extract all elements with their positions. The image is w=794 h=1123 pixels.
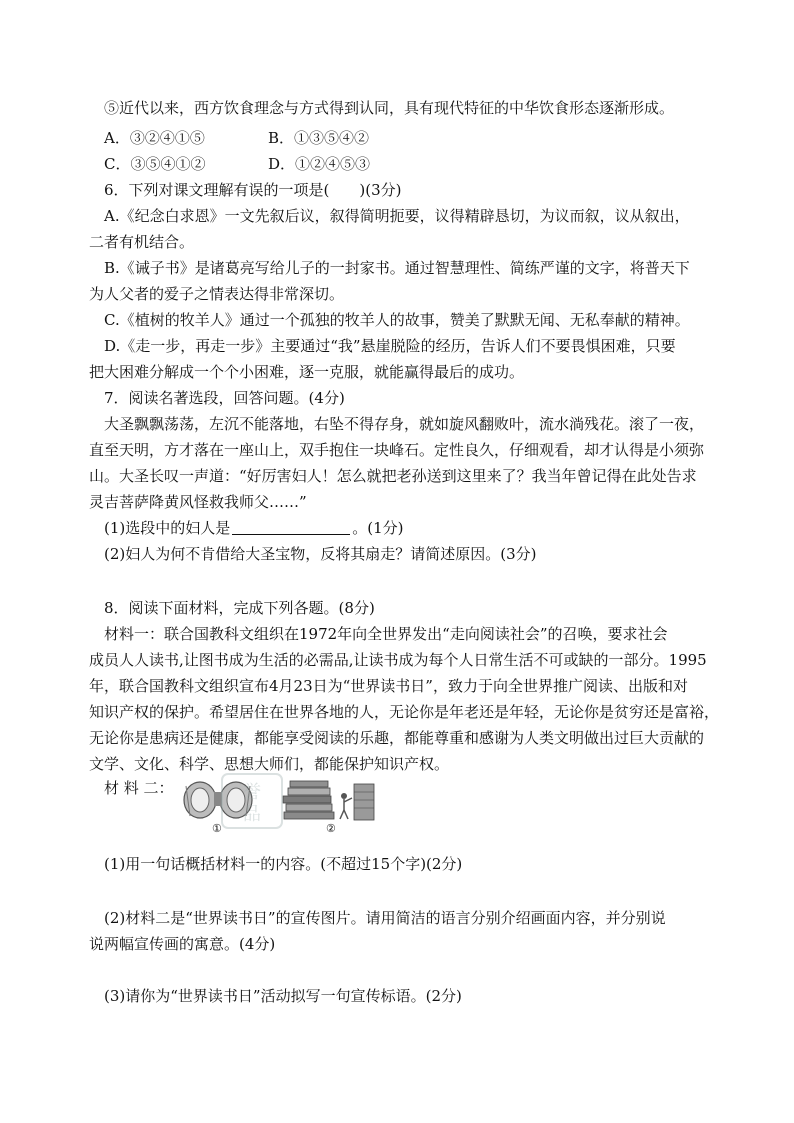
q8-sub2-line1: (2)材料二是“世界读书日”的宣传图片。请用简洁的语言分别介绍画面内容，并分别说 <box>104 909 666 927</box>
q6-option-d-line2: 把大困难分解成一个个小困难，逐一克服，就能赢得最后的成功。 <box>89 363 525 381</box>
q8-material1-line4: 知识产权的保护。希望居住在世界各地的人，无论你是年老还是年轻，无论你是贫穷还是富裕， <box>89 703 720 721</box>
question-7: 7．阅读名著选段，回答问题。(4分) <box>104 389 345 407</box>
option-c: C．③⑤④①② <box>104 155 206 173</box>
q7-passage-line3: 山。大圣长叹一声道：“好厉害妇人！怎么就把老孙送到这里来了？我当年曾记得在此处告求 <box>89 467 697 485</box>
question-8: 8．阅读下面材料，完成下列各题。(8分) <box>104 599 375 617</box>
q8-sub2-line2: 说两幅宣传画的寓意。(4分) <box>89 935 276 953</box>
q8-sub3: (3)请你为“世界读书日”活动拟写一句宣传标语。(2分) <box>104 987 462 1005</box>
option-d: D．①②④⑤③ <box>268 155 371 173</box>
picture-2-number: ② <box>326 822 336 835</box>
answer-blank[interactable] <box>232 518 350 535</box>
q7-passage-line4: 灵吉菩萨降黄风怪救我师父……” <box>89 493 307 511</box>
q8-material1-line5: 无论你是患病还是健康，都能享受阅读的乐趣，都能尊重和感谢为人类文明做出过巨大贡献的 <box>89 729 705 747</box>
q8-sub1: (1)用一句话概括材料一的内容。(不超过15个字)(2分) <box>104 855 463 873</box>
q7-sub1-score: 。(1分) <box>352 519 404 537</box>
q7-sub1-text: (1)选段中的妇人是 <box>104 519 231 537</box>
picture-1-number: ① <box>212 822 222 835</box>
watermark-seal <box>220 772 284 830</box>
options-row-cd <box>104 154 370 174</box>
q6-option-b-line1: B.《诫子书》是诸葛亮写给儿子的一封家书。通过智慧理性、简练严谨的文字，将普天下 <box>104 259 690 277</box>
q6-option-c: C.《植树的牧羊人》通过一个孤独的牧羊人的故事，赞美了默默无闻、无私奉献的精神。 <box>104 311 690 329</box>
q8-material1-line2: 成员人人读书,让图书成为生活的必需品,让读书成为每个人日常生活不可或缺的一部分。1995 <box>89 651 707 669</box>
book-stack-image <box>280 778 376 822</box>
q6-option-d-line1: D.《走一步，再走一步》主要通过“我”悬崖脱险的经历，告诉人们不要畏惧困难，只要 <box>104 337 676 355</box>
option-a: A．③②④①⑤ <box>104 129 205 147</box>
sentence-5: ⑤近代以来，西方饮食理念与方式得到认同，具有现代特征的中华饮食形态逐渐形成。 <box>104 99 675 117</box>
q7-passage-line2: 直至天明，方才落在一座山上，双手抱住一块峰石。定性良久，仔细观看，却才认得是小须弥 <box>89 441 705 459</box>
material2-area <box>104 772 404 836</box>
q6-option-b-line2: 为人父者的爱子之情表达得非常深切。 <box>89 285 345 303</box>
question-6: 6．下列对课文理解有误的一项是( )(3分) <box>104 181 402 199</box>
material2-label: 材 料 二： <box>104 779 174 797</box>
q8-material1-line6: 文学、文化、科学、思想大师们，都能保护知识产权。 <box>89 755 450 773</box>
q6-option-a-line1: A.《纪念白求恩》一文先叙后议，叙得简明扼要，议得精辟恳切，为议而叙，议从叙出， <box>104 207 690 225</box>
q7-sub1 <box>104 518 404 538</box>
q6-option-a-line2: 二者有机结合。 <box>89 233 195 251</box>
q7-sub2: (2)妇人为何不肯借给大圣宝物，反将其扇走？请简述原因。(3分) <box>104 545 537 563</box>
q8-material1-line1: 材料一：联合国教科文组织在1972年向全世界发出“走向阅读社会”的召唤，要求社会 <box>104 625 668 643</box>
options-row-ab <box>104 128 369 148</box>
svg-text:品: 品 <box>243 804 261 825</box>
q8-material1-line3: 年，联合国教科文组织宣布4月23日为“世界读书日”，致力于向全世界推广阅读、出版和对 <box>89 677 688 695</box>
svg-text:誉: 誉 <box>243 782 261 803</box>
option-b: B．①③⑤④② <box>268 129 370 147</box>
q7-passage-line1: 大圣飘飘荡荡，左沉不能落地，右坠不得存身，就如旋风翻败叶，流水淌残花。滚了一夜， <box>104 415 705 433</box>
